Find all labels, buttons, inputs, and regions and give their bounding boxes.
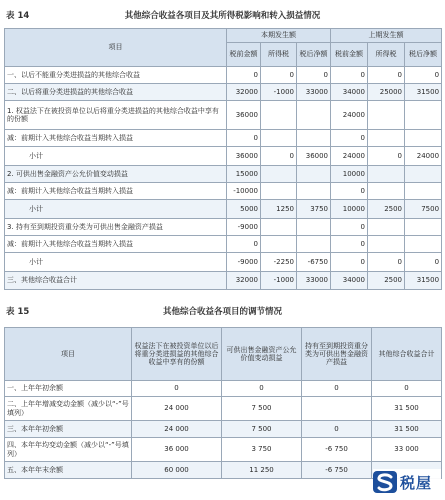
row-label: 二、以后将重分类进损益的其他综合收益 <box>5 84 227 101</box>
value-cell <box>368 236 405 253</box>
value-cell <box>302 397 372 421</box>
value-cell: -9000 <box>227 253 261 272</box>
header-prior-period: 上期发生额 <box>331 29 442 43</box>
row-label: 小计 <box>5 200 227 219</box>
value-cell: 0 <box>261 67 297 84</box>
value-cell: 31 500 <box>372 397 442 421</box>
value-cell: -6750 <box>297 253 331 272</box>
value-cell: 24 000 <box>132 397 222 421</box>
value-cell: 7 500 <box>222 421 302 438</box>
value-cell <box>261 236 297 253</box>
table-row <box>5 200 442 219</box>
table15-number: 表 15 <box>6 307 30 317</box>
value-cell: 0 <box>405 67 442 84</box>
value-cell: 0 <box>331 130 368 147</box>
value-cell: 10000 <box>331 200 368 219</box>
table15-title: 其他综合收益各项目的调节情况 <box>162 307 282 317</box>
header-oci-total: 其他综合收益合计 <box>372 328 442 381</box>
row-label: 四、本年年均变动金额（减少以“-”号填列） <box>5 438 132 462</box>
header-pretax-current: 税前金额 <box>227 43 261 67</box>
value-cell <box>297 236 331 253</box>
table-row <box>5 67 442 84</box>
value-cell: 34000 <box>331 272 368 290</box>
value-cell <box>405 236 442 253</box>
header-equity-method-share: 权益法下在被投资单位以后将重分类进损益的其他综合收益中享有的份额 <box>132 328 222 381</box>
value-cell: 33000 <box>297 84 331 101</box>
table-row <box>5 183 442 200</box>
row-label: 小计 <box>5 253 227 272</box>
row-label: 减：前期计入其他综合收益当期转入损益 <box>5 183 227 200</box>
value-cell: -10000 <box>227 183 261 200</box>
value-cell: -6 750 <box>302 438 372 462</box>
value-cell <box>368 130 405 147</box>
value-cell <box>297 219 331 236</box>
value-cell: 0 <box>302 381 372 397</box>
value-cell: 0 <box>368 253 405 272</box>
table-row <box>5 219 442 236</box>
watermark-text: 税屋 <box>400 473 433 492</box>
value-cell <box>405 130 442 147</box>
table14-body <box>5 67 442 290</box>
value-cell: 5000 <box>227 200 261 219</box>
table-row <box>5 84 442 101</box>
watermark-logo <box>373 469 441 495</box>
value-cell <box>368 183 405 200</box>
table-row <box>5 166 442 183</box>
value-cell: 2500 <box>368 272 405 290</box>
value-cell: 0 <box>368 67 405 84</box>
value-cell: 0 <box>227 67 261 84</box>
value-cell: 0 <box>227 236 261 253</box>
header-net-current: 税后净额 <box>297 43 331 67</box>
value-cell: 0 <box>368 147 405 166</box>
value-cell: 36000 <box>227 101 261 130</box>
value-cell: 0 <box>222 381 302 397</box>
value-cell <box>297 101 331 130</box>
value-cell: 31500 <box>405 84 442 101</box>
row-label: 一、上年年初余额 <box>5 381 132 397</box>
value-cell: 7 500 <box>222 397 302 421</box>
table15 <box>4 327 442 479</box>
value-cell <box>405 183 442 200</box>
row-label: 二、上年年增减变动金额（减少以“-”号填列） <box>5 397 132 421</box>
table14-number: 表 14 <box>6 11 30 21</box>
value-cell: 10000 <box>331 166 368 183</box>
value-cell <box>297 183 331 200</box>
value-cell: 60 000 <box>132 462 222 479</box>
value-cell: -1000 <box>261 272 297 290</box>
value-cell: 0 <box>297 67 331 84</box>
value-cell: 11 250 <box>222 462 302 479</box>
header-pretax-prior: 税前金额 <box>331 43 368 67</box>
row-label: 2. 可供出售金融资产公允价值变动损益 <box>5 166 227 183</box>
table-row <box>5 253 442 272</box>
header-tax-current: 所得税 <box>261 43 297 67</box>
value-cell <box>368 166 405 183</box>
row-label: 减：前期计入其他综合收益当期转入损益 <box>5 130 227 147</box>
logo-s-icon <box>373 471 397 493</box>
value-cell: 0 <box>331 219 368 236</box>
value-cell: 3750 <box>297 200 331 219</box>
value-cell: 24000 <box>331 101 368 130</box>
row-label: 小计 <box>5 147 227 166</box>
value-cell <box>405 166 442 183</box>
value-cell: 0 <box>405 253 442 272</box>
value-cell <box>261 183 297 200</box>
table-row <box>5 130 442 147</box>
header-current-period: 本期发生额 <box>227 29 331 43</box>
table14 <box>4 28 442 290</box>
table-row <box>5 101 442 130</box>
value-cell: 36000 <box>297 147 331 166</box>
value-cell: -9000 <box>227 219 261 236</box>
row-label: 五、本年年末余额 <box>5 462 132 479</box>
value-cell: 36000 <box>227 147 261 166</box>
value-cell: 34000 <box>331 84 368 101</box>
header-tax-prior: 所得税 <box>368 43 405 67</box>
header-htm-reclass: 持有至到期投资重分类为可供出售金融资产损益 <box>302 328 372 381</box>
value-cell: 0 <box>331 253 368 272</box>
value-cell <box>297 166 331 183</box>
value-cell: 36 000 <box>132 438 222 462</box>
table-row <box>5 438 442 462</box>
value-cell: 0 <box>132 381 222 397</box>
value-cell: -6 750 <box>302 462 372 479</box>
table14-title: 其他综合收益各项目及其所得税影响和转入损益情况 <box>124 11 321 21</box>
header-item: 项目 <box>5 328 132 381</box>
value-cell: 24000 <box>405 147 442 166</box>
value-cell: 2500 <box>368 200 405 219</box>
value-cell <box>261 101 297 130</box>
table-row <box>5 397 442 421</box>
row-label: 一、以后不能重分类进损益的其他综合收益 <box>5 67 227 84</box>
value-cell: 0 <box>302 421 372 438</box>
value-cell: 0 <box>227 130 261 147</box>
value-cell <box>261 130 297 147</box>
value-cell <box>368 101 405 130</box>
table-row <box>5 381 442 397</box>
value-cell: 0 <box>261 147 297 166</box>
value-cell <box>261 219 297 236</box>
table15-body <box>5 381 442 479</box>
table-row <box>5 236 442 253</box>
value-cell: -1000 <box>261 84 297 101</box>
table-row <box>5 272 442 290</box>
row-label: 1. 权益法下在被投资单位以后将重分类进损益的其他综合收益中享有的份额 <box>5 101 227 130</box>
value-cell: 24000 <box>331 147 368 166</box>
value-cell: -2250 <box>261 253 297 272</box>
value-cell: 0 <box>331 236 368 253</box>
value-cell: 1250 <box>261 200 297 219</box>
header-item: 项目 <box>5 29 227 67</box>
row-label: 减：前期计入其他综合收益当期转入损益 <box>5 236 227 253</box>
value-cell: 24 000 <box>132 421 222 438</box>
value-cell: 0 <box>372 381 442 397</box>
table15-caption <box>0 304 445 320</box>
table-row <box>5 147 442 166</box>
value-cell <box>405 219 442 236</box>
value-cell: 31 500 <box>372 421 442 438</box>
value-cell: 31500 <box>405 272 442 290</box>
value-cell <box>261 166 297 183</box>
value-cell: 33 000 <box>372 438 442 462</box>
header-afs-fair-value: 可供出售金融资产公允价值变动损益 <box>222 328 302 381</box>
table-row <box>5 421 442 438</box>
value-cell: 32000 <box>227 84 261 101</box>
value-cell: 32000 <box>227 272 261 290</box>
value-cell <box>405 101 442 130</box>
row-label: 3. 持有至到期投资重分类为可供出售金融资产损益 <box>5 219 227 236</box>
value-cell: 0 <box>331 183 368 200</box>
value-cell: 7500 <box>405 200 442 219</box>
value-cell <box>297 130 331 147</box>
row-label: 三、本年年初余额 <box>5 421 132 438</box>
value-cell: 0 <box>331 67 368 84</box>
value-cell <box>368 219 405 236</box>
value-cell: 25000 <box>368 84 405 101</box>
value-cell: 3 750 <box>222 438 302 462</box>
header-net-prior: 税后净额 <box>405 43 442 67</box>
value-cell: 15000 <box>227 166 261 183</box>
row-label: 三、其他综合收益合计 <box>5 272 227 290</box>
table14-caption <box>0 8 445 24</box>
value-cell: 33000 <box>297 272 331 290</box>
